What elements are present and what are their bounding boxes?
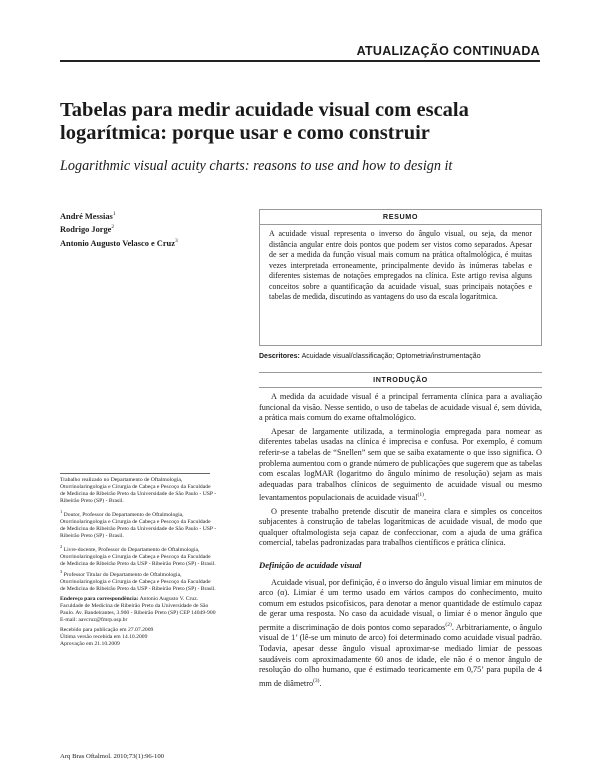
- affiliation-sup: 2: [60, 543, 63, 549]
- author-list: [60, 209, 178, 249]
- intro-paragraph-3: O presente trabalho pretende discutir de maneira clara e simples os conceitos subjacentes à construção de tabelas logarítmicas de acuidade visual, de modo que qualquer oftalmologista seja capaz de confeccionar, com a ajuda de uma gráfica comercial, tabelas padronizadas para trabalhos científicos e prática clínica.: [259, 506, 542, 548]
- descriptors-label: Descritores:: [259, 353, 300, 360]
- article-title: [60, 99, 530, 145]
- author-name: Rodrigo Jorge: [60, 225, 112, 235]
- affiliations: [60, 477, 217, 648]
- abstract-text: A acuidade visual representa o inverso do ângulo visual, ou seja, da menor distância angular entre dois pontos que podem ser vistos como separados. Apesar de ser a medida da função visual mais comum na prática oftalmológica, é muitas vezes interpretada erroneamente, principalmente devido às inúmeras tabelas e diferentes sistemas de notações empregados na clínica. Este artigo revisa alguns conceitos sobre a quantificação da acuidade visual, suas principais notações e tabelas de medida, discutindo as vantagens do uso da escala logarítmica.: [269, 229, 532, 301]
- intro-paragraph-2: [259, 427, 542, 504]
- affiliation-item: [60, 508, 217, 540]
- definition-text-c: .: [319, 678, 322, 688]
- intro-paragraph-1: A medida da acuidade visual é a principal ferramenta clínica para a avaliação funcional da visão. Nesse sentido, o uso de tabelas de acuidade visual é, sem dúvida, a prática mais comum do exame oftalmológico.: [259, 392, 542, 423]
- citation-ref: (1): [417, 492, 424, 499]
- affiliation-item: [60, 568, 217, 593]
- title-line-1: Tabelas para medir acuidade visual com escala: [60, 99, 469, 121]
- title-line-2: logarítmica: porque usar e como construir: [60, 122, 430, 144]
- revised-date: Última versão recebida em 14.10.2009: [60, 633, 148, 640]
- author-item: [60, 236, 178, 249]
- correspondence: [60, 596, 217, 617]
- affiliation-text: Livre-docente, Professor do Departamento de Oftalmologia, Otorrinolaringologia e Cirurgia de Cabeça e Pescoço da Faculdade de Medicina de Ribeirão Preto da USP - Ribeirão Preto (SP) - Brasil.: [60, 546, 216, 567]
- definition-text-a: Acuidade visual, por definição, é o inverso do ângulo visual limiar em minutos de arco (α). Limiar é um termo usado em vários campos do conhecimento, muito comum em estudos psicofísicos, para denotar a menor quantidade de estímulo capaz de gerar uma resposta. No caso da acuidade visual, o limiar é o menor ângulo que permite a discriminação de dois pontos como separados: [259, 577, 542, 632]
- received-date: Recebido para publicação em 27.07.2009: [60, 626, 154, 633]
- correspondence-email: E-mail: aavcruz@fmrp.usp.br: [60, 616, 128, 623]
- author-sup: 3: [174, 237, 178, 244]
- approved-date: Aprovação em 21.10.2009: [60, 640, 120, 647]
- definition-text-b: . Arbitrariamente, o ângulo visual de 1’ (lê-se um minuto de arco) foi determinado como acuidade visual padrão. Todavia, apesar desse ângulo visual aproximar-se mediado limiar de pessoas saudáveis com aproximadamente 60 anos de idade, ele não é o menor ângulo de resolução do olho humano, que é estimado teoricamente em 0,75’ para pupila de 4 mm de diâmetro: [259, 622, 542, 688]
- affiliation-text: Doutor, Professor do Departamento de Oftalmologia, Otorrinolaringologia e Cirurgia de Cabeça e Pescoço da Faculdade de Medicina de Ribeirão Preto da Universidade de São Paulo - USP - Ribeirão Preto (SP) - Brasil.: [60, 511, 217, 539]
- definition-heading: Definição de acuidade visual: [259, 560, 362, 571]
- affiliation-sup: 3: [60, 568, 63, 574]
- author-sup: 2: [111, 224, 115, 231]
- author-name: Antonio Augusto Velasco e Cruz: [60, 238, 175, 248]
- citation-ref: (3): [313, 677, 320, 684]
- introduction-heading: INTRODUÇÃO: [259, 372, 542, 388]
- descriptors-text: Acuidade visual/classificação; Optometria/instrumentação: [301, 353, 481, 360]
- intro-p2-end: .: [423, 493, 427, 503]
- descriptors: [259, 352, 543, 361]
- citation-ref: (2): [445, 622, 452, 629]
- intro-p2-text: Apesar de largamente utilizada, a terminologia empregada para nomear as diferentes tabelas usadas na clínica é imprecisa e confusa. Por exemplo, é comum referir-se a tabelas de “Snellen” sem que se saiba exatamente o que isso significa. O problema aumentou com o grande número de publicações que sugerem que as tabelas com escalas logMAR (logaritmo do ângulo mínimo de resolução) sejam as mais adequadas para trabalhos clínicos de seguimento de acuidade visual ou mesmo levantamentos populacionais de acuidade visual: [259, 426, 542, 503]
- body-column: [259, 392, 542, 689]
- correspondence-text: Antonio Augusto V. Cruz. Faculdade de Medicina de Ribeirão Preto da Universidade de São Paulo. Av. Bandeirantes, 3.900 - Ribeirão Preto (SP) CEP 14049-900: [60, 595, 216, 616]
- english-title: Logarithmic visual acuity charts: reasons to use and how to design it: [60, 158, 453, 174]
- affiliation-sup: 1: [60, 509, 63, 514]
- abstract-box: [259, 209, 542, 346]
- affiliation-item: Trabalho realizado no Departamento de Oftalmologia, Otorrinolaringologia e Cirurgia de Cabeça e Pescoço da Faculdade de Medicina de Ribeirão Preto da Universidade de São Paulo - USP - Ribeirão Preto (SP) - Brasil.: [60, 477, 217, 504]
- affiliation-divider: [60, 473, 210, 474]
- section-label: ATUALIZAÇÃO CONTINUADA: [356, 44, 540, 58]
- abstract-heading: RESUMO: [260, 210, 541, 225]
- author-sup: 1: [112, 211, 116, 217]
- author-item: [60, 222, 178, 235]
- author-name: André Messias: [60, 211, 113, 221]
- affiliation-item: [60, 543, 217, 568]
- correspondence-label: Endereço para correspondência:: [60, 595, 139, 602]
- author-item: [60, 209, 178, 222]
- definition-paragraph: [259, 578, 542, 689]
- header-rule: [60, 60, 540, 62]
- journal-citation: Arq Bras Oftalmol. 2010;73(1):96-100: [60, 753, 165, 760]
- affiliation-text: Professor Titular do Departamento de Oftalmologia, Otorrinolaringologia e Cirurgia de Cabeça e Pescoço da Faculdade de Medicina de Ribeirão Preto da USP - Ribeirão Preto (SP) - Brasil.: [60, 571, 216, 592]
